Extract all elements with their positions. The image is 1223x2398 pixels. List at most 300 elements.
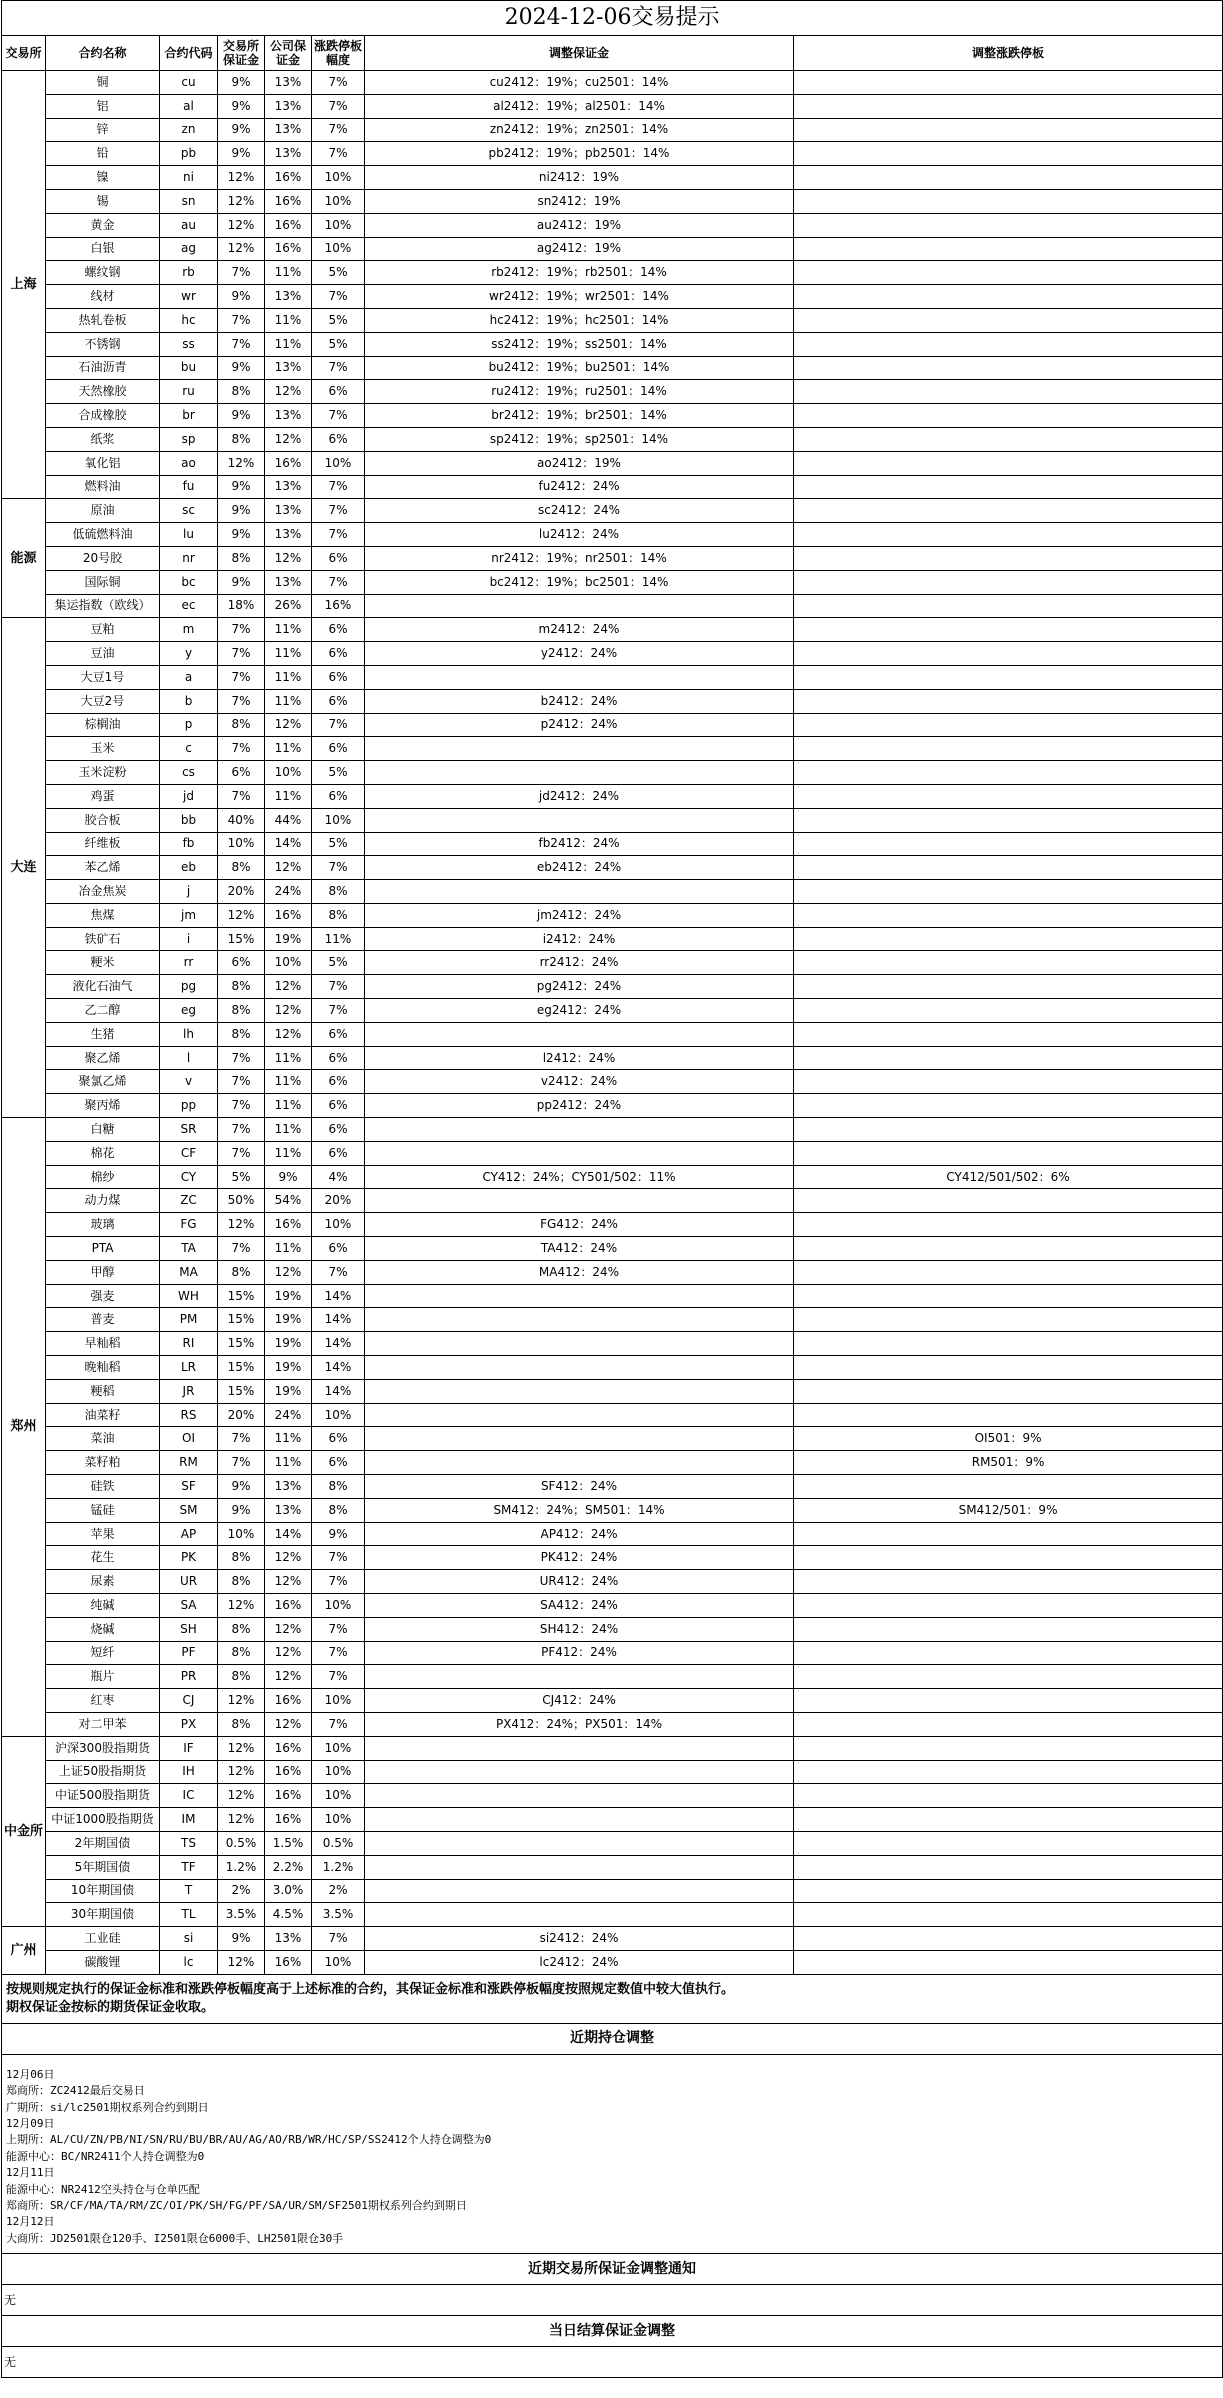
adjusted-margin-cell: [365, 761, 794, 785]
contract-name-cell: 工业硅: [46, 1927, 160, 1951]
contract-name-cell: 锌: [46, 118, 160, 142]
table-row: [2, 927, 1223, 951]
limit-cell: 11%: [312, 927, 365, 951]
exchange-margin-cell: 7%: [218, 1046, 265, 1070]
contract-name-cell: 铜: [46, 71, 160, 95]
exchange-margin-cell: 8%: [218, 427, 265, 451]
limit-cell: 7%: [312, 999, 365, 1023]
adjusted-margin-cell: rb2412：19%；rb2501：14%: [365, 261, 794, 285]
company-margin-cell: 16%: [265, 1213, 312, 1237]
contract-code-cell: WH: [160, 1284, 218, 1308]
company-margin-cell: 16%: [265, 1760, 312, 1784]
adjusted-margin-cell: lu2412：24%: [365, 523, 794, 547]
exchange-margin-cell: 12%: [218, 1950, 265, 1974]
limit-cell: 5%: [312, 951, 365, 975]
adjusted-limit-cell: [794, 523, 1223, 547]
contract-name-cell: 螺纹钢: [46, 261, 160, 285]
adjusted-margin-cell: FG412：24%: [365, 1213, 794, 1237]
contract-name-cell: 苯乙烯: [46, 856, 160, 880]
company-margin-cell: 12%: [265, 1617, 312, 1641]
company-margin-cell: 11%: [265, 332, 312, 356]
exchange-margin-cell: 8%: [218, 1665, 265, 1689]
company-margin-cell: 16%: [265, 1808, 312, 1832]
table-row: [2, 1094, 1223, 1118]
contract-code-cell: MA: [160, 1260, 218, 1284]
contract-code-cell: pp: [160, 1094, 218, 1118]
limit-cell: 6%: [312, 427, 365, 451]
company-margin-cell: 13%: [265, 1475, 312, 1499]
contract-code-cell: c: [160, 737, 218, 761]
adjusted-limit-cell: [794, 951, 1223, 975]
adjusted-margin-cell: SM412：24%；SM501：14%: [365, 1498, 794, 1522]
exchange-margin-cell: 9%: [218, 94, 265, 118]
adjusted-limit-cell: [794, 784, 1223, 808]
position-line: 郑商所：ZC2412最后交易日: [6, 2084, 145, 2098]
contract-name-cell: 氧化铝: [46, 451, 160, 475]
adjusted-margin-cell: [365, 1141, 794, 1165]
company-margin-cell: 19%: [265, 1332, 312, 1356]
adjusted-margin-cell: ru2412：19%；ru2501：14%: [365, 380, 794, 404]
exchange-margin-cell: 8%: [218, 999, 265, 1023]
adjusted-margin-cell: PF412：24%: [365, 1641, 794, 1665]
adjusted-limit-cell: [794, 927, 1223, 951]
contract-code-cell: IF: [160, 1736, 218, 1760]
position-line: 上期所：AL/CU/ZN/PB/NI/SN/RU/BU/BR/AU/AG/AO/RB/WR/HC/SP/SS2412个人持仓调整为0: [6, 2133, 492, 2147]
contract-name-cell: 红枣: [46, 1689, 160, 1713]
contract-code-cell: nr: [160, 546, 218, 570]
table-row: [2, 1855, 1223, 1879]
contract-name-cell: 冶金焦炭: [46, 880, 160, 904]
settlement-section-content: 无: [2, 2347, 1223, 2378]
company-margin-cell: 11%: [265, 308, 312, 332]
adjusted-margin-cell: AP412：24%: [365, 1522, 794, 1546]
exchange-margin-cell: 8%: [218, 1712, 265, 1736]
table-row: [2, 1356, 1223, 1380]
exchange-margin-cell: 9%: [218, 1498, 265, 1522]
exchange-margin-cell: 40%: [218, 808, 265, 832]
company-margin-cell: 11%: [265, 261, 312, 285]
adjusted-limit-cell: [794, 1118, 1223, 1142]
table-row: [2, 903, 1223, 927]
company-margin-cell: 11%: [265, 1237, 312, 1261]
exchange-margin-cell: 8%: [218, 975, 265, 999]
limit-cell: 7%: [312, 1712, 365, 1736]
company-margin-cell: 13%: [265, 71, 312, 95]
exchange-margin-cell: 20%: [218, 880, 265, 904]
adjusted-limit-cell: [794, 975, 1223, 999]
adjusted-margin-cell: nr2412：19%；nr2501：14%: [365, 546, 794, 570]
contract-name-cell: 天然橡胶: [46, 380, 160, 404]
adjusted-limit-cell: [794, 404, 1223, 428]
contract-code-cell: fb: [160, 832, 218, 856]
adjusted-margin-cell: rr2412：24%: [365, 951, 794, 975]
adjusted-margin-cell: i2412：24%: [365, 927, 794, 951]
table-row: [2, 1760, 1223, 1784]
limit-cell: 7%: [312, 1546, 365, 1570]
limit-cell: 6%: [312, 689, 365, 713]
adjusted-margin-cell: si2412：24%: [365, 1927, 794, 1951]
adjusted-margin-cell: jd2412：24%: [365, 784, 794, 808]
exchange-margin-cell: 12%: [218, 1784, 265, 1808]
contract-code-cell: rr: [160, 951, 218, 975]
rules-note-line-2: 期权保证金按标的期货保证金收取。: [6, 1999, 215, 2015]
exchange-margin-cell: 0.5%: [218, 1831, 265, 1855]
rules-note: [2, 1974, 1223, 2023]
contract-name-cell: 2年期国债: [46, 1831, 160, 1855]
contract-name-cell: PTA: [46, 1237, 160, 1261]
position-section-body: [2, 2054, 1223, 2253]
limit-cell: 1.2%: [312, 1855, 365, 1879]
company-margin-cell: 4.5%: [265, 1903, 312, 1927]
company-margin-cell: 11%: [265, 665, 312, 689]
exchange-margin-cell: 9%: [218, 570, 265, 594]
contract-rows: [2, 71, 1223, 1975]
contract-name-cell: 粳稻: [46, 1379, 160, 1403]
adjusted-limit-cell: [794, 499, 1223, 523]
adjusted-margin-cell: hc2412：19%；hc2501：14%: [365, 308, 794, 332]
table-row: [2, 1379, 1223, 1403]
contract-code-cell: al: [160, 94, 218, 118]
company-margin-cell: 11%: [265, 689, 312, 713]
table-row: [2, 951, 1223, 975]
limit-cell: 7%: [312, 523, 365, 547]
limit-cell: 7%: [312, 404, 365, 428]
contract-name-cell: 白银: [46, 237, 160, 261]
table-row: [2, 189, 1223, 213]
contract-name-cell: 锡: [46, 189, 160, 213]
exchange-cell: 大连: [2, 618, 46, 1118]
contract-code-cell: pb: [160, 142, 218, 166]
table-row: [2, 761, 1223, 785]
contract-code-cell: pg: [160, 975, 218, 999]
company-margin-cell: 10%: [265, 951, 312, 975]
limit-cell: 7%: [312, 285, 365, 309]
table-row: [2, 1070, 1223, 1094]
contract-code-cell: ZC: [160, 1189, 218, 1213]
contract-name-cell: 花生: [46, 1546, 160, 1570]
contract-code-cell: sp: [160, 427, 218, 451]
contract-code-cell: CY: [160, 1165, 218, 1189]
contract-code-cell: fu: [160, 475, 218, 499]
contract-code-cell: AP: [160, 1522, 218, 1546]
company-margin-cell: 13%: [265, 404, 312, 428]
company-margin-cell: 13%: [265, 1927, 312, 1951]
adjusted-limit-cell: [794, 1903, 1223, 1927]
company-margin-cell: 13%: [265, 475, 312, 499]
limit-cell: 7%: [312, 1617, 365, 1641]
contract-name-cell: 豆粕: [46, 618, 160, 642]
contract-code-cell: b: [160, 689, 218, 713]
exchange-margin-cell: 8%: [218, 1641, 265, 1665]
contract-code-cell: CJ: [160, 1689, 218, 1713]
contract-name-cell: 上证50股指期货: [46, 1760, 160, 1784]
exchange-cell: 上海: [2, 71, 46, 499]
company-margin-cell: 44%: [265, 808, 312, 832]
adjusted-margin-cell: [365, 1451, 794, 1475]
adjusted-limit-cell: [794, 999, 1223, 1023]
limit-cell: 7%: [312, 1927, 365, 1951]
company-margin-cell: 12%: [265, 546, 312, 570]
contract-name-cell: 硅铁: [46, 1475, 160, 1499]
exchange-margin-cell: 15%: [218, 1379, 265, 1403]
contract-name-cell: 苹果: [46, 1522, 160, 1546]
limit-cell: 14%: [312, 1308, 365, 1332]
company-margin-cell: 16%: [265, 1736, 312, 1760]
contract-code-cell: m: [160, 618, 218, 642]
contract-code-cell: PX: [160, 1712, 218, 1736]
adjusted-margin-cell: [365, 665, 794, 689]
table-row: [2, 404, 1223, 428]
limit-cell: 10%: [312, 1760, 365, 1784]
company-margin-cell: 12%: [265, 1641, 312, 1665]
exchange-margin-cell: 3.5%: [218, 1903, 265, 1927]
contract-name-cell: 线材: [46, 285, 160, 309]
contract-code-cell: bu: [160, 356, 218, 380]
adjusted-limit-cell: [794, 189, 1223, 213]
limit-cell: 7%: [312, 71, 365, 95]
exchange-margin-cell: 12%: [218, 451, 265, 475]
adjusted-margin-cell: [365, 1427, 794, 1451]
limit-cell: 10%: [312, 1736, 365, 1760]
company-margin-cell: 12%: [265, 713, 312, 737]
contract-name-cell: 30年期国债: [46, 1903, 160, 1927]
contract-name-cell: 烧碱: [46, 1617, 160, 1641]
adjusted-margin-cell: [365, 1665, 794, 1689]
contract-name-cell: 菜籽粕: [46, 1451, 160, 1475]
adjusted-limit-cell: [794, 261, 1223, 285]
table-row: [2, 1665, 1223, 1689]
limit-cell: 7%: [312, 1570, 365, 1594]
adjusted-limit-cell: [794, 94, 1223, 118]
adjusted-limit-cell: [794, 1308, 1223, 1332]
contract-code-cell: TL: [160, 1903, 218, 1927]
adjusted-margin-cell: zn2412：19%；zn2501：14%: [365, 118, 794, 142]
table-row: [2, 380, 1223, 404]
exchange-margin-cell: 50%: [218, 1189, 265, 1213]
adjusted-limit-cell: [794, 1189, 1223, 1213]
table-row: [2, 475, 1223, 499]
exchange-margin-cell: 9%: [218, 285, 265, 309]
contract-code-cell: ni: [160, 166, 218, 190]
contract-name-cell: 大豆1号: [46, 665, 160, 689]
adjusted-margin-cell: sp2412：19%；sp2501：14%: [365, 427, 794, 451]
limit-cell: 10%: [312, 237, 365, 261]
adjusted-limit-cell: [794, 618, 1223, 642]
exchange-margin-cell: 5%: [218, 1165, 265, 1189]
adjusted-margin-cell: [365, 1189, 794, 1213]
company-margin-cell: 12%: [265, 1546, 312, 1570]
company-margin-cell: 12%: [265, 856, 312, 880]
contract-code-cell: sc: [160, 499, 218, 523]
adjusted-limit-cell: [794, 1213, 1223, 1237]
contract-name-cell: 甲醇: [46, 1260, 160, 1284]
limit-cell: 6%: [312, 1427, 365, 1451]
table-row: [2, 1451, 1223, 1475]
adjusted-margin-cell: b2412：24%: [365, 689, 794, 713]
company-margin-cell: 1.5%: [265, 1831, 312, 1855]
adjusted-margin-cell: SA412：24%: [365, 1594, 794, 1618]
contract-name-cell: 粳米: [46, 951, 160, 975]
table-row: [2, 499, 1223, 523]
adjusted-margin-cell: [365, 1308, 794, 1332]
limit-cell: 7%: [312, 713, 365, 737]
adjusted-limit-cell: [794, 570, 1223, 594]
adjusted-limit-cell: [794, 689, 1223, 713]
exchange-margin-cell: 7%: [218, 1118, 265, 1142]
adjusted-limit-cell: [794, 1332, 1223, 1356]
table-row: [2, 1831, 1223, 1855]
adjusted-margin-cell: bc2412：19%；bc2501：14%: [365, 570, 794, 594]
table-row: [2, 427, 1223, 451]
adjusted-margin-cell: eg2412：24%: [365, 999, 794, 1023]
contract-name-cell: 尿素: [46, 1570, 160, 1594]
exchange-margin-cell: 20%: [218, 1403, 265, 1427]
adjusted-margin-cell: [365, 808, 794, 832]
adjusted-limit-cell: [794, 1594, 1223, 1618]
company-margin-cell: 12%: [265, 1260, 312, 1284]
limit-cell: 5%: [312, 261, 365, 285]
company-margin-cell: 24%: [265, 880, 312, 904]
contract-name-cell: 碳酸锂: [46, 1950, 160, 1974]
exchange-margin-cell: 15%: [218, 1284, 265, 1308]
adjusted-margin-cell: ni2412：19%: [365, 166, 794, 190]
contract-code-cell: lh: [160, 1022, 218, 1046]
adjusted-margin-cell: ag2412：19%: [365, 237, 794, 261]
exchange-margin-cell: 18%: [218, 594, 265, 618]
table-row: [2, 713, 1223, 737]
adjusted-limit-cell: [794, 1570, 1223, 1594]
adjusted-margin-cell: [365, 880, 794, 904]
contract-name-cell: 早籼稻: [46, 1332, 160, 1356]
contract-name-cell: 沪深300股指期货: [46, 1736, 160, 1760]
contract-name-cell: 聚丙烯: [46, 1094, 160, 1118]
table-row: [2, 451, 1223, 475]
adjusted-margin-cell: pp2412：24%: [365, 1094, 794, 1118]
exchange-margin-section-title: 近期交易所保证金调整通知: [2, 2254, 1223, 2285]
contract-name-cell: 铅: [46, 142, 160, 166]
adjusted-limit-cell: [794, 356, 1223, 380]
table-row: [2, 737, 1223, 761]
header-adjusted-limit: 调整涨跌停板: [794, 36, 1223, 71]
limit-cell: 6%: [312, 1237, 365, 1261]
company-margin-cell: 12%: [265, 380, 312, 404]
adjusted-limit-cell: [794, 880, 1223, 904]
contract-code-cell: jm: [160, 903, 218, 927]
company-margin-cell: 11%: [265, 1094, 312, 1118]
contract-name-cell: 中证1000股指期货: [46, 1808, 160, 1832]
table-row: [2, 1903, 1223, 1927]
exchange-margin-cell: 15%: [218, 1356, 265, 1380]
limit-cell: 6%: [312, 618, 365, 642]
company-margin-cell: 16%: [265, 1950, 312, 1974]
contract-code-cell: CF: [160, 1141, 218, 1165]
page-title: 2024-12-06交易提示: [2, 1, 1223, 36]
table-row: [2, 832, 1223, 856]
table-row: [2, 166, 1223, 190]
adjusted-limit-cell: [794, 1784, 1223, 1808]
adjusted-limit-cell: [794, 213, 1223, 237]
contract-name-cell: 短纤: [46, 1641, 160, 1665]
exchange-margin-cell: 15%: [218, 1332, 265, 1356]
contract-name-cell: 胶合板: [46, 808, 160, 832]
contract-name-cell: 纸浆: [46, 427, 160, 451]
company-margin-cell: 11%: [265, 737, 312, 761]
margin-table: [1, 0, 1223, 2378]
header-adjusted-margin: 调整保证金: [365, 36, 794, 71]
adjusted-limit-cell: [794, 1546, 1223, 1570]
adjusted-limit-cell: [794, 1141, 1223, 1165]
contract-name-cell: 棉纱: [46, 1165, 160, 1189]
contract-code-cell: cs: [160, 761, 218, 785]
table-row: [2, 213, 1223, 237]
limit-cell: 10%: [312, 1784, 365, 1808]
contract-name-cell: 玻璃: [46, 1213, 160, 1237]
table-row: [2, 308, 1223, 332]
limit-cell: 10%: [312, 451, 365, 475]
company-margin-cell: 11%: [265, 1451, 312, 1475]
limit-cell: 10%: [312, 1950, 365, 1974]
company-margin-cell: 16%: [265, 237, 312, 261]
contract-name-cell: 生猪: [46, 1022, 160, 1046]
table-row: [2, 856, 1223, 880]
contract-code-cell: ag: [160, 237, 218, 261]
company-margin-cell: 19%: [265, 927, 312, 951]
limit-cell: 14%: [312, 1332, 365, 1356]
adjusted-margin-cell: sc2412：24%: [365, 499, 794, 523]
table-row: [2, 1213, 1223, 1237]
company-margin-cell: 54%: [265, 1189, 312, 1213]
contract-code-cell: ss: [160, 332, 218, 356]
adjusted-limit-cell: [794, 642, 1223, 666]
exchange-margin-cell: 12%: [218, 213, 265, 237]
adjusted-margin-cell: sn2412：19%: [365, 189, 794, 213]
adjusted-limit-cell: [794, 237, 1223, 261]
table-row: [2, 1022, 1223, 1046]
adjusted-limit-cell: OI501：9%: [794, 1427, 1223, 1451]
adjusted-limit-cell: [794, 71, 1223, 95]
table-row: [2, 1046, 1223, 1070]
contract-code-cell: T: [160, 1879, 218, 1903]
contract-code-cell: br: [160, 404, 218, 428]
exchange-margin-cell: 2%: [218, 1879, 265, 1903]
adjusted-margin-cell: [365, 737, 794, 761]
limit-cell: 4%: [312, 1165, 365, 1189]
limit-cell: 9%: [312, 1522, 365, 1546]
table-row: [2, 1927, 1223, 1951]
adjusted-margin-cell: bu2412：19%；bu2501：14%: [365, 356, 794, 380]
contract-code-cell: lc: [160, 1950, 218, 1974]
adjusted-margin-cell: l2412：24%: [365, 1046, 794, 1070]
exchange-margin-cell: 8%: [218, 1022, 265, 1046]
company-margin-cell: 13%: [265, 356, 312, 380]
limit-cell: 10%: [312, 1213, 365, 1237]
exchange-margin-section-content: 无: [2, 2285, 1223, 2316]
contract-code-cell: LR: [160, 1356, 218, 1380]
contract-name-cell: 集运指数（欧线）: [46, 594, 160, 618]
company-margin-cell: 19%: [265, 1284, 312, 1308]
limit-cell: 6%: [312, 546, 365, 570]
adjusted-limit-cell: [794, 118, 1223, 142]
adjusted-margin-cell: [365, 1903, 794, 1927]
table-row: [2, 356, 1223, 380]
contract-name-cell: 镍: [46, 166, 160, 190]
adjusted-margin-cell: SH412：24%: [365, 1617, 794, 1641]
exchange-margin-cell: 12%: [218, 1213, 265, 1237]
adjusted-limit-cell: SM412/501：9%: [794, 1498, 1223, 1522]
table-row: [2, 1237, 1223, 1261]
limit-cell: 7%: [312, 1260, 365, 1284]
contract-code-cell: bc: [160, 570, 218, 594]
